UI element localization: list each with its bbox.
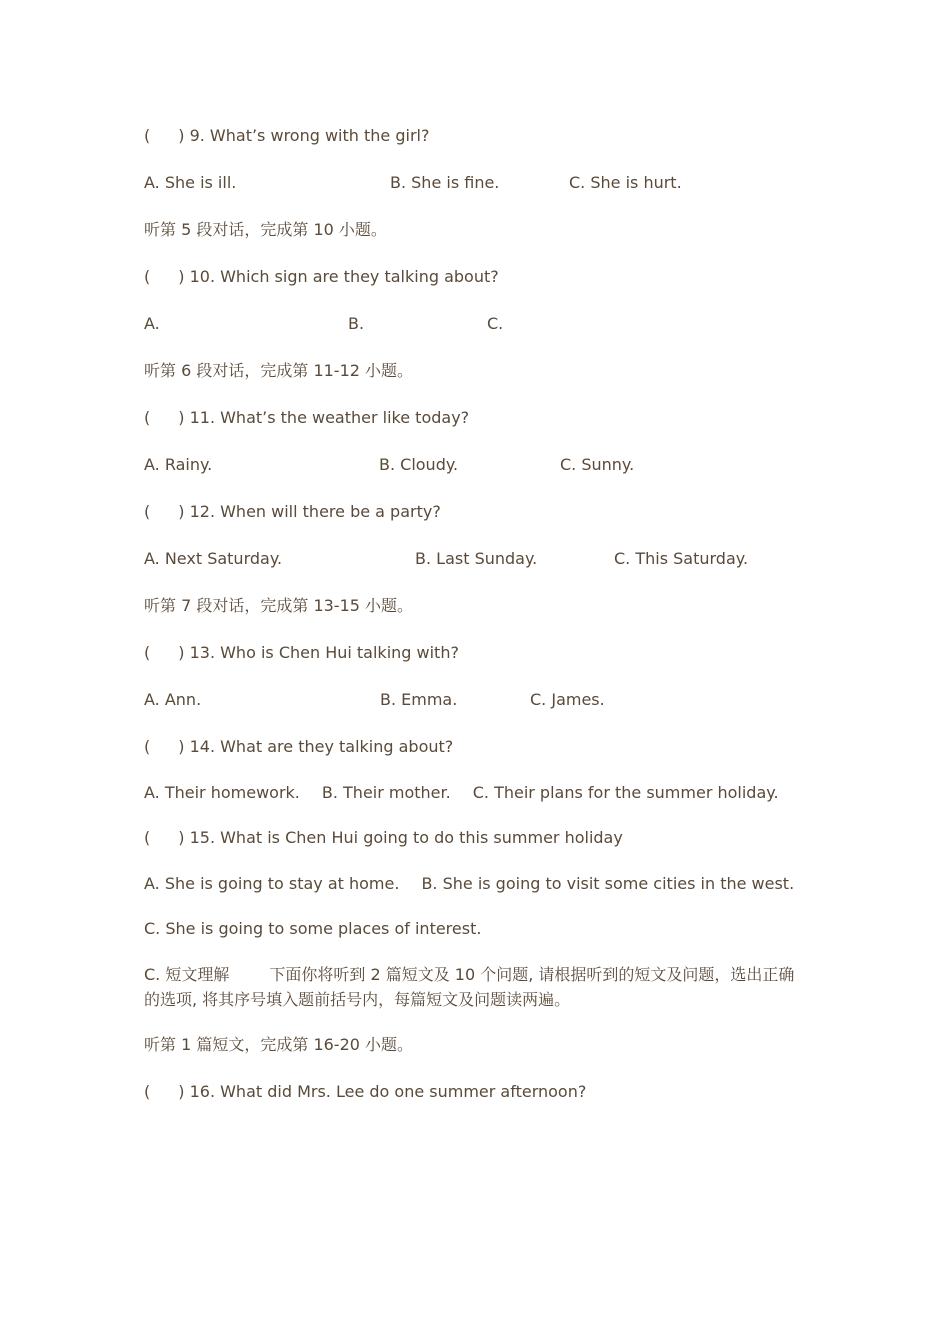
- question-12: [144, 498, 804, 526]
- option-b: B. Their mother.: [321, 783, 451, 802]
- option-c: C. Their plans for the summer holiday.: [472, 783, 779, 802]
- part-c-instructions: [144, 962, 804, 1012]
- option-a: A. Rainy.: [144, 455, 213, 474]
- option-a: A. She is ill.: [144, 173, 237, 192]
- question-11-options: [144, 451, 804, 479]
- question-10-options: [144, 310, 804, 338]
- question-15-option-c: C. She is going to some places of interest.: [144, 919, 482, 938]
- question-15-text: ) 15. What is Chen Hui going to do this summer holiday: [178, 828, 623, 847]
- option-c: C. This Saturday.: [614, 549, 749, 568]
- passage-instruction-1: 听第 1 篇短文，完成第 16-20 小题。: [144, 1035, 414, 1054]
- question-13: [144, 639, 804, 667]
- question-11: [144, 404, 804, 432]
- section-instruction-5: 听第 5 段对话，完成第 10 小题。: [144, 220, 387, 239]
- question-9-text: ) 9. What’s wrong with the girl?: [178, 126, 430, 145]
- part-c-title: C. 短文理解: [144, 965, 230, 984]
- question-14-text: ) 14. What are they talking about?: [178, 737, 454, 756]
- option-b: B.: [348, 314, 365, 333]
- option-b: B. Cloudy.: [379, 455, 459, 474]
- option-a: A. Next Saturday.: [144, 549, 283, 568]
- part-c-directions: 下面你将听到 2 篇短文及 10 个问题, 请根据听到的短文及问题，选出正确的选项, 将其序号填入题前括号内，每篇短文及问题读两遍。: [144, 965, 795, 1009]
- section-instruction-7: 听第 7 段对话，完成第 13-15 小题。: [144, 596, 414, 615]
- question-16: [144, 1078, 804, 1106]
- option-c: C.: [487, 314, 504, 333]
- option-a: A.: [144, 314, 160, 333]
- answer-blank-open: (: [144, 502, 151, 521]
- worksheet-page: [144, 122, 804, 1125]
- answer-blank-open: (: [144, 408, 151, 427]
- question-14: [144, 733, 804, 761]
- question-15: [144, 824, 804, 852]
- option-b: B. She is fine.: [390, 173, 500, 192]
- question-11-text: ) 11. What’s the weather like today?: [178, 408, 470, 427]
- answer-blank-open: (: [144, 267, 151, 286]
- section-instruction-6: 听第 6 段对话，完成第 11-12 小题。: [144, 361, 414, 380]
- question-9-options: [144, 169, 804, 197]
- answer-blank-open: (: [144, 737, 151, 756]
- question-13-options: [144, 686, 804, 714]
- option-b: B. Emma.: [380, 690, 458, 709]
- option-a: A. Their homework.: [144, 783, 300, 802]
- option-b: B. She is going to visit some cities in the west.: [421, 874, 795, 893]
- option-c: C. She is hurt.: [569, 173, 682, 192]
- answer-blank-open: (: [144, 126, 151, 145]
- question-10-text: ) 10. Which sign are they talking about?: [178, 267, 499, 286]
- question-12-text: ) 12. When will there be a party?: [178, 502, 441, 521]
- answer-blank-open: (: [144, 1082, 151, 1101]
- answer-blank-open: (: [144, 643, 151, 662]
- option-c: C. James.: [530, 690, 605, 709]
- option-b: B. Last Sunday.: [415, 549, 538, 568]
- option-a: A. She is going to stay at home.: [144, 874, 400, 893]
- option-c: C. Sunny.: [560, 455, 635, 474]
- question-15-options-ab: [144, 871, 804, 896]
- question-9: [144, 122, 804, 150]
- answer-blank-open: (: [144, 828, 151, 847]
- option-a: A. Ann.: [144, 690, 202, 709]
- question-12-options: [144, 545, 804, 573]
- question-13-text: ) 13. Who is Chen Hui talking with?: [178, 643, 459, 662]
- question-14-options: [144, 780, 804, 805]
- question-16-text: ) 16. What did Mrs. Lee do one summer afternoon?: [178, 1082, 587, 1101]
- question-10: [144, 263, 804, 291]
